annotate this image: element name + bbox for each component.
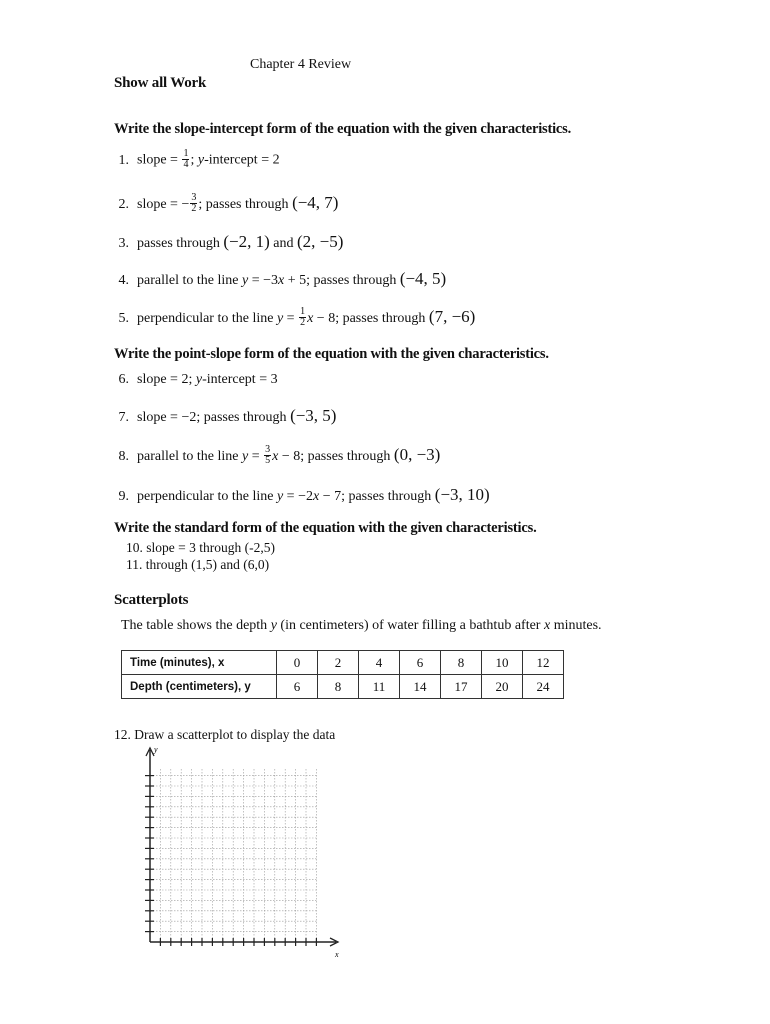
fraction: $\frac{3}{2}$ bbox=[191, 192, 197, 215]
fraction: $\frac{3}{5}$ bbox=[265, 444, 271, 467]
problem-1: 1. slope = $\frac{1}{4}$ ; y-intercept = 2 bbox=[118, 148, 280, 170]
table-row: Depth (centimeters), y 6 8 11 14 17 20 24 bbox=[122, 675, 564, 699]
section-heading-point-slope: Write the point-slope form of the equation with the given characteristics. bbox=[114, 346, 549, 362]
fraction: $\frac{1}{2}$ bbox=[300, 306, 306, 329]
blank-coordinate-grid bbox=[138, 744, 348, 964]
problem-6: 6. slope = 2; y-intercept = 3 bbox=[118, 372, 278, 387]
problem-8: 8. parallel to the line y = $\frac{3}{5}$ x − 8; passes through (0, −3) bbox=[118, 444, 441, 467]
problem-2: 2. slope = − $\frac{3}{2}$ ; passes through (−4, 7) bbox=[118, 192, 339, 215]
section-heading-scatterplots: Scatterplots bbox=[114, 592, 189, 608]
fraction: $\frac{1}{4}$ bbox=[183, 148, 189, 170]
row-label-depth: Depth (centimeters), y bbox=[122, 675, 277, 699]
problem-9: 9. perpendicular to the line y = −2x − 7; passes through (−3, 10) bbox=[118, 485, 490, 504]
problem-3: 3. passes through (−2, 1) and (2, −5) bbox=[118, 232, 344, 251]
instruction: Show all Work bbox=[114, 75, 207, 91]
grid-lines bbox=[150, 769, 316, 942]
problem-7: 7. slope = −2; passes through (−3, 5) bbox=[118, 406, 337, 425]
section-heading-standard-form: Write the standard form of the equation with the given characteristics. bbox=[114, 520, 537, 536]
problem-10: 10. slope = 3 through (-2,5) bbox=[126, 540, 275, 555]
row-label-time: Time (minutes), x bbox=[122, 651, 277, 675]
problem-5: 5. perpendicular to the line y = $\frac{1}{2}$ x − 8; passes through (7, −6) bbox=[118, 306, 476, 329]
scatterplot-description: The table shows the depth y (in centimeters) of water filling a bathtub after x minutes. bbox=[121, 618, 602, 633]
problem-12: 12. Draw a scatterplot to display the data bbox=[114, 727, 336, 742]
y-axis-label: y bbox=[154, 745, 158, 754]
data-table bbox=[121, 650, 564, 699]
page-title: Chapter 4 Review bbox=[250, 57, 352, 72]
table-row: Time (minutes), x 0 2 4 6 8 10 12 bbox=[122, 651, 564, 675]
section-heading-slope-intercept: Write the slope-intercept form of the equation with the given characteristics. bbox=[114, 121, 572, 137]
x-axis-label: x bbox=[335, 950, 339, 959]
problem-11: 11. through (1,5) and (6,0) bbox=[126, 557, 270, 572]
problem-4: 4. parallel to the line y = −3x + 5; passes through (−4, 5) bbox=[118, 269, 447, 288]
